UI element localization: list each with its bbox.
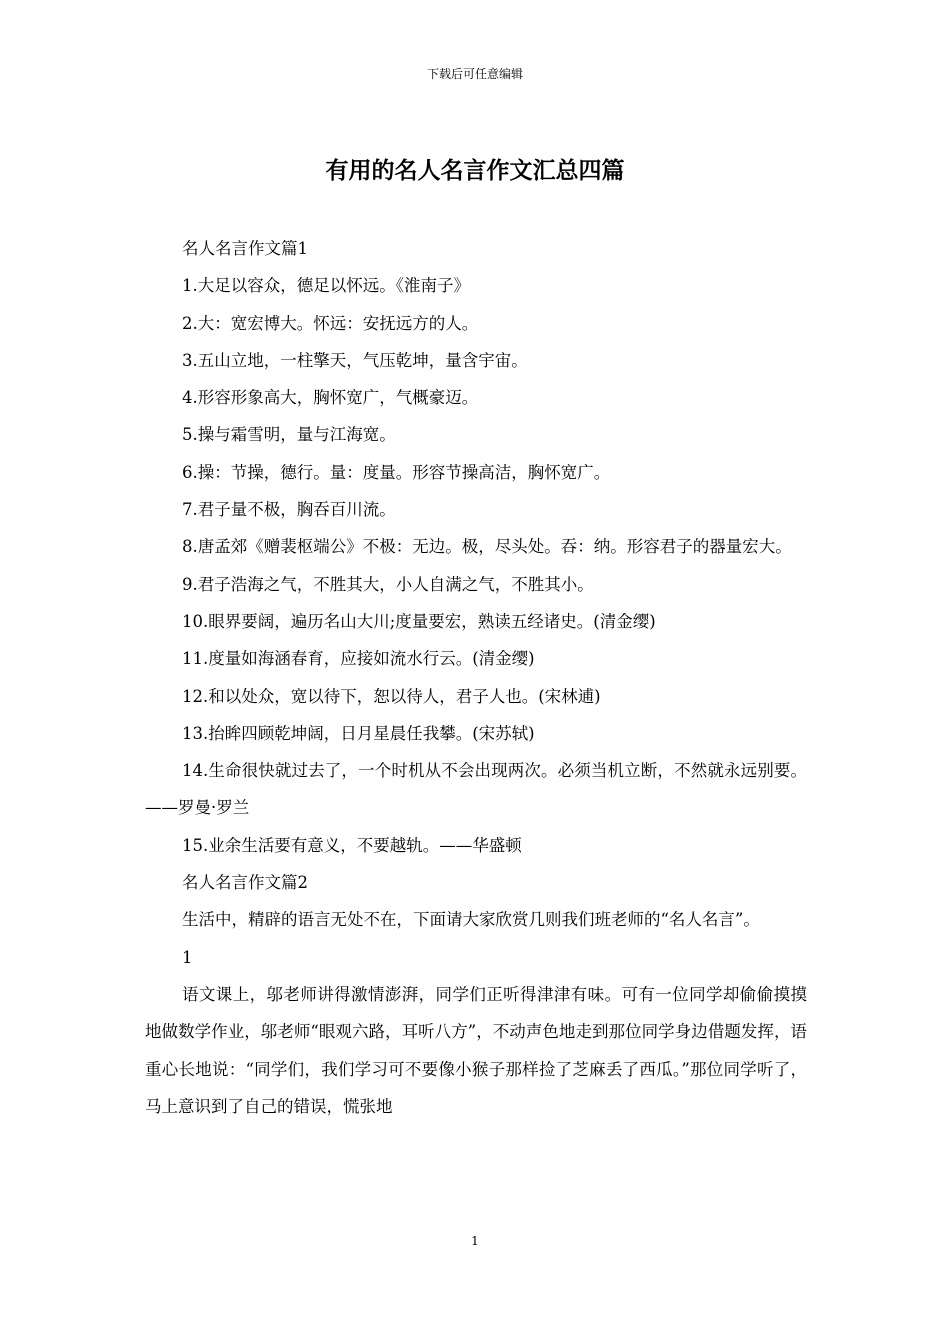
paragraph: 1 — [182, 947, 193, 967]
paragraph: 5.操与霜雪明，量与江海宽。 — [182, 425, 396, 445]
page-number: 1 — [471, 1234, 479, 1248]
paragraph: 9.君子浩海之气，不胜其大，小人自满之气，不胜其小。 — [182, 574, 594, 594]
page-header: 下载后可任意编辑 — [426, 67, 523, 81]
section-heading: 名人名言作文篇1 — [182, 239, 308, 258]
document-body — [145, 230, 807, 1125]
document-title: 有用的名人名言作文汇总四篇 — [325, 157, 625, 184]
paragraph: 13.抬眸四顾乾坤阔，日月星晨任我攀。(宋苏轼) — [182, 723, 535, 743]
paragraph: 10.眼界要阔，遍历名山大川;度量要宏，熟读五经诸史。(清金缨) — [182, 611, 656, 631]
paragraph: 15.业余生活要有意义，不要越轨。——华盛顿 — [182, 835, 522, 855]
section-heading: 名人名言作文篇2 — [182, 873, 308, 893]
paragraph: 生活中，精辟的语言无处不在，下面请大家欣赏几则我们班老师的“名人名言”。 — [182, 910, 760, 930]
paragraph: 语文课上，邬老师讲得激情澎湃，同学们正听得津津有味。可有一位同学却偷偷摸摸地做数学作业，邬老师“眼观六路，耳听八方”，不动声色地走到那位同学身边借题发挥，语重心长地说：“同学们，我们学习可不要像小猴子那样捡了芝麻丢了西瓜。”那位同学听了，马上意识到了自己的错误，慌张地 — [145, 984, 807, 1116]
paragraph: 1.大足以容众，德足以怀远。《淮南子》 — [182, 276, 470, 296]
paragraph: 12.和以处众，宽以待下，恕以待人，君子人也。(宋林逋) — [182, 686, 601, 706]
paragraph: 8.唐孟郊《赠裴枢端公》不极：无边。极，尽头处。吞：纳。形容君子的器量宏大。 — [182, 537, 792, 557]
paragraph: 3.五山立地，一柱擎天，气压乾坤，量含宇宙。 — [182, 350, 528, 370]
paragraph: 14.生命很快就过去了，一个时机从不会出现两次。必须当机立断，不然就永远别要。——罗曼·罗兰 — [145, 761, 807, 818]
paragraph: 4.形容形象高大，胸怀宽广，气概豪迈。 — [182, 388, 479, 408]
paragraph: 6.操：节操，德行。量：度量。形容节操高洁，胸怀宽广。 — [182, 462, 611, 482]
paragraph: 7.君子量不极，胸吞百川流。 — [182, 500, 396, 520]
paragraph: 2.大：宽宏博大。怀远：安抚远方的人。 — [182, 313, 479, 333]
paragraph: 11.度量如海涵春育，应接如流水行云。(清金缨) — [182, 649, 535, 669]
